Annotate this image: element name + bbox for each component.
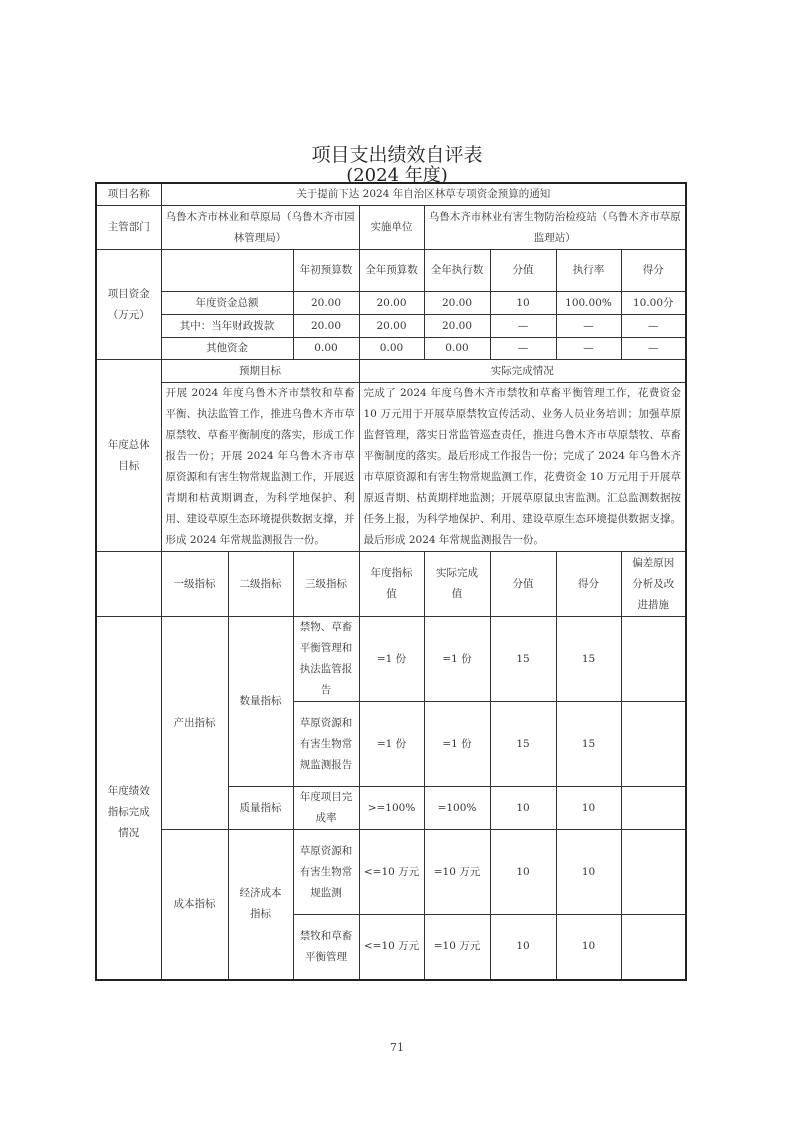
project-name-value: 关于提前下达 2024 年自治区林草专项资金预算的通知 <box>161 183 686 206</box>
funds-row <box>96 292 686 315</box>
actual-value: =1 份 <box>424 617 490 702</box>
weight-value: 10 <box>490 787 556 830</box>
level3-indicator: 草原资源和有害生物常规监测报告 <box>293 702 359 787</box>
unit-value: 乌鲁木齐市林业有害生物防治检疫站（乌鲁木齐市草原监理站） <box>424 206 686 250</box>
actual-value: =1 份 <box>424 702 490 787</box>
dept-value: 乌鲁木齐市林业和草原局（乌鲁木齐市园林管理局） <box>161 206 359 250</box>
funds-cell: — <box>490 338 556 360</box>
funds-header: 全年预算数 <box>359 250 424 292</box>
indicator-header: 实际完成 值 <box>424 552 490 617</box>
indicator-row <box>96 830 686 915</box>
expected-goal-text: 开展 2024 年度乌鲁木齐市禁牧和草畜平衡、执法监管工作，推进乌鲁木齐市草原禁牧、草畜平衡制度的落实，形成工作报告一份；开展 2024 年乌鲁木齐市草原资源和有害生物常规监测工作，开展返青期和枯黄期调查，为科学地保护、利用、建设草原生态环境提供数据支撑，并形成 2024 年常规监测报告一份。 <box>161 383 359 552</box>
level2-indicator: 数量指标 <box>228 617 293 787</box>
target-value: =1 份 <box>359 617 424 702</box>
indicator-header: 三级指标 <box>293 552 359 617</box>
department-row <box>96 206 686 250</box>
funds-cell: 100.00% <box>556 292 621 315</box>
score-value: 10 <box>556 830 621 915</box>
indicator-header: 年度指标 值 <box>359 552 424 617</box>
goals-label: 年度总体 目标 <box>96 360 161 552</box>
funds-header: 分值 <box>490 250 556 292</box>
deviation-note <box>621 617 686 702</box>
level3-indicator: 年度项目完成率 <box>293 787 359 830</box>
level1-indicator: 产出指标 <box>161 617 228 830</box>
funds-header: 得分 <box>621 250 686 292</box>
funds-row-label: 其中：当年财政拨款 <box>161 315 293 338</box>
actual-value: =100% <box>424 787 490 830</box>
project-name-label: 项目名称 <box>96 183 161 206</box>
funds-cell: 20.00 <box>359 292 424 315</box>
weight-value: 15 <box>490 617 556 702</box>
funds-row <box>96 315 686 338</box>
actual-value: =10 万元 <box>424 830 490 915</box>
deviation-note <box>621 830 686 915</box>
funds-cell: 10.00分 <box>621 292 686 315</box>
funds-row <box>96 338 686 360</box>
score-value: 15 <box>556 617 621 702</box>
weight-value: 10 <box>490 915 556 980</box>
funds-cell: — <box>621 315 686 338</box>
indicator-header: 得分 <box>556 552 621 617</box>
dept-label: 主管部门 <box>96 206 161 250</box>
funds-cell: 10 <box>490 292 556 315</box>
funds-header: 全年执行数 <box>424 250 490 292</box>
indicator-header-blank <box>96 552 161 617</box>
funds-cell: — <box>556 315 621 338</box>
funds-cell: — <box>490 315 556 338</box>
level3-indicator: 禁牧和草畜平衡管理 <box>293 915 359 980</box>
funds-cell: 20.00 <box>293 292 359 315</box>
level3-indicator: 禁物、草畜平衡管理和执法监管报告 <box>293 617 359 702</box>
funds-cell: 20.00 <box>293 315 359 338</box>
actual-completion-text: 完成了 2024 年度乌鲁木齐市禁牧和草畜平衡管理工作，花费资金 10 万元用于开展草原禁牧宣传活动、业务人员业务培训；加强草原监督管理，落实日常监管巡查责任，推进乌鲁木齐市草原禁牧、草畜平衡制度的落实。最后形成工作报告一份；完成了 2024 年乌鲁木齐市草原资源和有害生物常规监测工作，花费资金 10 万元用于开展草原返青期、枯黄期样地监测；开展草原鼠虫害监测。汇总监测数据按任务上报，为科学地保护、利用、建设草原生态环境提供数据支撑。最后形成 2024 年常规监测报告一份。 <box>359 383 686 552</box>
funds-header: 年初预算数 <box>293 250 359 292</box>
goals-body-row <box>96 383 686 552</box>
target-value: <=10 万元 <box>359 830 424 915</box>
level3-indicator: 草原资源和有害生物常规监测 <box>293 830 359 915</box>
funds-header: 执行率 <box>556 250 621 292</box>
document-subtitle: (2024 年度) <box>346 165 448 186</box>
funds-cell: 20.00 <box>424 292 490 315</box>
funds-header-row <box>96 250 686 292</box>
funds-cell: 0.00 <box>293 338 359 360</box>
score-value: 15 <box>556 702 621 787</box>
indicator-header: 一级指标 <box>161 552 228 617</box>
indicator-header: 偏差原因 分析及改 进措施 <box>621 552 686 617</box>
document-title: 项目支出绩效自评表 <box>311 144 483 166</box>
funds-row-label: 其他资金 <box>161 338 293 360</box>
project-name-row <box>96 183 686 206</box>
funds-cell: 20.00 <box>424 315 490 338</box>
indicator-header: 二级指标 <box>228 552 293 617</box>
page-number: 71 <box>390 1041 404 1054</box>
actual-value: =10 万元 <box>424 915 490 980</box>
score-value: 10 <box>556 915 621 980</box>
funds-cell: 0.00 <box>424 338 490 360</box>
performance-table <box>95 182 687 981</box>
indicator-header: 分值 <box>490 552 556 617</box>
funds-label: 项目资金 （万元） <box>96 250 161 360</box>
funds-header-blank <box>161 250 293 292</box>
indicator-row <box>96 617 686 702</box>
indicator-header-row <box>96 552 686 617</box>
level1-indicator: 成本指标 <box>161 830 228 980</box>
deviation-note <box>621 915 686 980</box>
funds-row-label: 年度资金总额 <box>161 292 293 315</box>
actual-completion-header: 实际完成情况 <box>359 360 686 383</box>
unit-label: 实施单位 <box>359 206 424 250</box>
indicators-label: 年度绩效 指标完成 情况 <box>96 617 161 980</box>
funds-cell: 0.00 <box>359 338 424 360</box>
expected-goal-header: 预期目标 <box>161 360 359 383</box>
funds-cell: — <box>621 338 686 360</box>
weight-value: 10 <box>490 830 556 915</box>
goals-header-row <box>96 360 686 383</box>
funds-cell: 20.00 <box>359 315 424 338</box>
target-value: >=100% <box>359 787 424 830</box>
funds-cell: — <box>556 338 621 360</box>
deviation-note <box>621 702 686 787</box>
weight-value: 15 <box>490 702 556 787</box>
score-value: 10 <box>556 787 621 830</box>
level2-indicator: 质量指标 <box>228 787 293 830</box>
target-value: =1 份 <box>359 702 424 787</box>
target-value: <=10 万元 <box>359 915 424 980</box>
deviation-note <box>621 787 686 830</box>
level2-indicator: 经济成本 指标 <box>228 830 293 980</box>
